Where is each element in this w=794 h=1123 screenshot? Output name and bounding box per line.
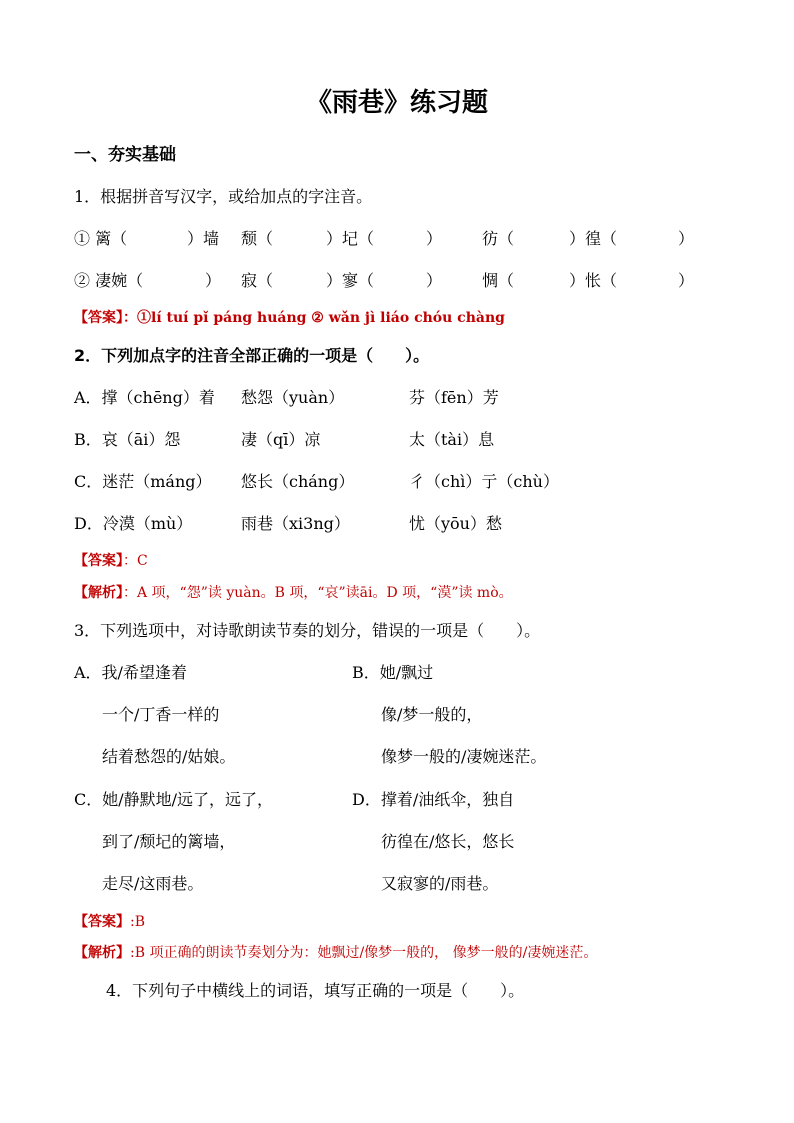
analysis-text: :B 项正确的朗读节奏划分为：她飘过/像梦一般的， 像梦一般的/凄婉迷茫。 bbox=[130, 945, 598, 961]
page-title: 《雨巷》练习题 bbox=[305, 88, 488, 118]
q2-answer bbox=[74, 551, 148, 571]
answer-text: :B bbox=[130, 914, 146, 930]
answer-label: 【答案】 bbox=[74, 914, 130, 930]
q3-analysis bbox=[74, 943, 597, 963]
answer-label: 【答案】 bbox=[74, 310, 123, 326]
q3-answer bbox=[74, 912, 145, 932]
document-page: 《雨巷》练习题 一、夯实基础 1．根据拼音写汉字，或给加点的字注音。 ① 篱（ ）墙 颓（ ）圮（ ） 彷（ ）徨（ ） ② 凄婉（ ） 寂（ ）寥（ ） 惆（ ）怅（ ） 【答案】：①lí tuí pǐ páng huáng ② wǎn jì liáo chóu chàng 2．下列加点字的注音全部正确的一项是（ ）。 A．撑（chēng）着 愁怨（yuàn） 芬（fēn）芳 B．哀（āi）怨 凄（qī）凉 太（tài）息 C．迷茫（máng） 悠长（cháng） 彳（chì）亍（chù） D．冷漠（mù） 雨巷（xi3ng） 忧（yōu）愁 【答案】：C 【解析】：A 项，“怨”读 yuàn。B 项，“哀”读āi。D 项，“漠”读 mò。 3．下列选项中，对诗歌朗读节奏的划分，错误的一项是（ ）。 A．我/希望逢着 一个/丁香一样的 结着愁怨的/姑娘。 B．她/飘过 像/梦一般的， 像梦一般的/凄婉迷茫。 C．她/静默地/远了，远了， 到了/颓圮的篱墙， 走尽/这雨巷。 D．撑着/油纸伞，独自 彷徨在/悠长，悠长 又寂寥的/雨巷。 【答案】:B 【解析】:B 项正确的朗读节奏划分为：她飘过/像梦一般的， 像梦一般的/凄婉迷茫。 4．下列句子中横线上的词语，填写正确的一项是（ ）。 bbox=[0, 0, 794, 1123]
analysis-label: 【解析】 bbox=[74, 585, 123, 601]
section-heading: 一、夯实基础 bbox=[74, 145, 176, 165]
q2-stem: 2．下列加点字的注音全部正确的一项是（ ）。 bbox=[74, 346, 430, 365]
answer-text: ：①lí tuí pǐ páng huáng ② wǎn jì liáo chóu chàng bbox=[123, 310, 505, 326]
answer-label: 【答案】 bbox=[74, 553, 123, 569]
q3-stem: 3．下列选项中，对诗歌朗读节奏的划分，错误的一项是（ ）。 bbox=[74, 621, 541, 640]
answer-text: ：C bbox=[123, 553, 148, 569]
q4-stem: 4．下列句子中横线上的词语，填写正确的一项是（ ）。 bbox=[106, 981, 525, 1000]
q1-stem: 1．根据拼音写汉字，或给加点的字注音。 bbox=[74, 187, 373, 206]
q1-answer bbox=[74, 308, 505, 328]
analysis-text: ：A 项，“怨”读 yuàn。B 项，“哀”读āi。D 项，“漠”读 mò。 bbox=[123, 585, 513, 601]
q2-analysis bbox=[74, 583, 513, 603]
analysis-label: 【解析】 bbox=[74, 945, 130, 961]
